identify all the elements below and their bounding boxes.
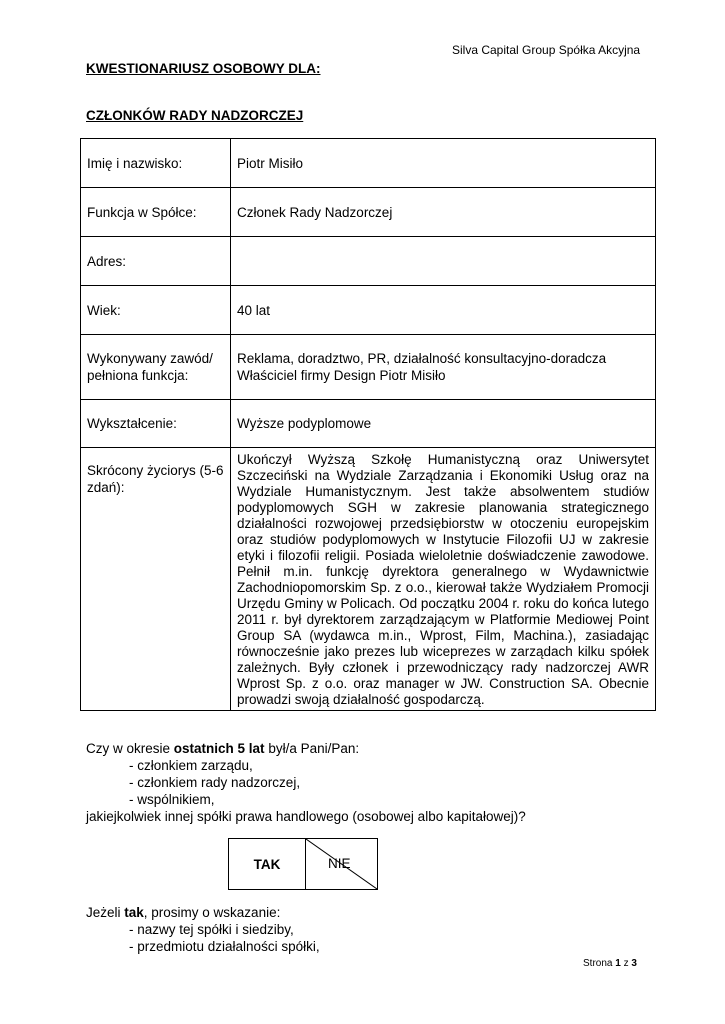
table-row bbox=[81, 448, 656, 711]
cv-value: Ukończył Wyższą Szkołę Humanistyczną oraz Uniwersytet Szczeciński na Wydziale Zarządzania i Ekonomiki Usług oraz na Wydziale Humanistycznym. Jest także absolwentem studiów podyplomowych SGH w zakresie planowania strategicznego działalności rozwojowej przedsiębiorstw w otoczeniu europejskim oraz studiów podyplomowych w Instytucie Filozofii UJ w zakresie etyki i filozofii religii. Posiada wieloletnie doświadczenie zawodowe. Pełnił m.in. funkcję dyrektora generalnego w Wydawnictwie Zachodniopomorskim Sp. z o.o., kierował także Wydziałem Promocji Urzędu Gminy w Policach. Od początku 2004 r. roku do końca lutego 2011 r. był dyrektorem zarządzającym w Platformie Mediowej Point Group SA (wydawca m.in., Wprost, Film, Machina.), zasiadając równocześnie jako prezes lub wiceprezes w zarządach kilku spółek zależnych. Były członek i przewodniczący rady nadzorczej AWR Wprost Sp. z o.o. oraz manager w JW. Construction SA. Obecnie prowadzi swoją działalność gospodarczą. bbox=[237, 452, 649, 707]
occupation-value-line-1: Reklama, doradztwo, PR, działalność konsultacyjno-doradcza bbox=[237, 351, 607, 366]
question-intro bbox=[86, 740, 526, 757]
answer-no-label: NIE bbox=[328, 856, 351, 871]
strike-through-mark bbox=[306, 839, 377, 889]
name-value: Piotr Misiło bbox=[231, 139, 656, 188]
question-closing: jakiejkolwiek innej spółki prawa handlowego (osobowej albo kapitałowej)? bbox=[86, 809, 526, 824]
list-item: - członkiem zarządu, bbox=[129, 758, 253, 773]
table-row bbox=[81, 286, 656, 335]
age-value: 40 lat bbox=[231, 286, 656, 335]
answer-no[interactable] bbox=[306, 839, 377, 889]
cv-cell bbox=[231, 448, 656, 711]
age-label: Wiek: bbox=[81, 286, 231, 335]
table-row bbox=[81, 139, 656, 188]
followup-pre: Jeżeli bbox=[86, 905, 125, 920]
question-intro-pre: Czy w okresie bbox=[86, 741, 174, 756]
education-value: Wyższe podyplomowe bbox=[231, 400, 656, 448]
occupation-value bbox=[231, 335, 656, 400]
address-label: Adres: bbox=[81, 237, 231, 286]
occupation-value-line-2: Właściciel firmy Design Piotr Misiło bbox=[237, 368, 446, 383]
followup-intro bbox=[86, 904, 320, 921]
personal-info-table bbox=[80, 138, 656, 711]
name-label: Imię i nazwisko: bbox=[81, 139, 231, 188]
table-row bbox=[81, 188, 656, 237]
table-row bbox=[81, 237, 656, 286]
page-label: Strona bbox=[583, 958, 613, 969]
followup-bold: tak bbox=[124, 905, 144, 920]
address-value bbox=[231, 237, 656, 286]
list-item: - wspólnikiem, bbox=[129, 792, 215, 807]
total-pages: 3 bbox=[631, 958, 637, 969]
answer-yes[interactable]: TAK bbox=[229, 839, 306, 889]
title-line-2: CZŁONKÓW RADY NADZORCZEJ bbox=[86, 108, 304, 123]
list-item: - nazwy tej spółki i siedziby, bbox=[129, 922, 294, 937]
followup-block bbox=[86, 904, 320, 955]
page-number bbox=[583, 958, 637, 969]
occupation-label: Wykonywany zawód/ pełniona funkcja: bbox=[81, 335, 231, 400]
question-block bbox=[86, 740, 526, 825]
page-separator: z bbox=[623, 958, 629, 969]
function-label: Funkcja w Spółce: bbox=[81, 188, 231, 237]
table-row bbox=[81, 335, 656, 400]
list-item: - członkiem rady nadzorczej, bbox=[129, 775, 301, 790]
list-item: - przedmiotu działalności spółki, bbox=[129, 939, 320, 954]
title-line-1: KWESTIONARIUSZ OSOBOWY DLA: bbox=[86, 61, 321, 76]
current-page: 1 bbox=[615, 958, 621, 969]
followup-post: , prosimy o wskazanie: bbox=[143, 905, 281, 920]
question-intro-bold: ostatnich 5 lat bbox=[173, 741, 265, 756]
answer-box bbox=[228, 838, 378, 890]
company-name: Silva Capital Group Spółka Akcyjna bbox=[452, 43, 641, 57]
table-row bbox=[81, 400, 656, 448]
education-label: Wykształcenie: bbox=[81, 400, 231, 448]
function-value: Członek Rady Nadzorczej bbox=[231, 188, 656, 237]
cv-label: Skrócony życiorys (5-6 zdań): bbox=[81, 448, 231, 711]
question-intro-post: był/a Pani/Pan: bbox=[264, 741, 360, 756]
